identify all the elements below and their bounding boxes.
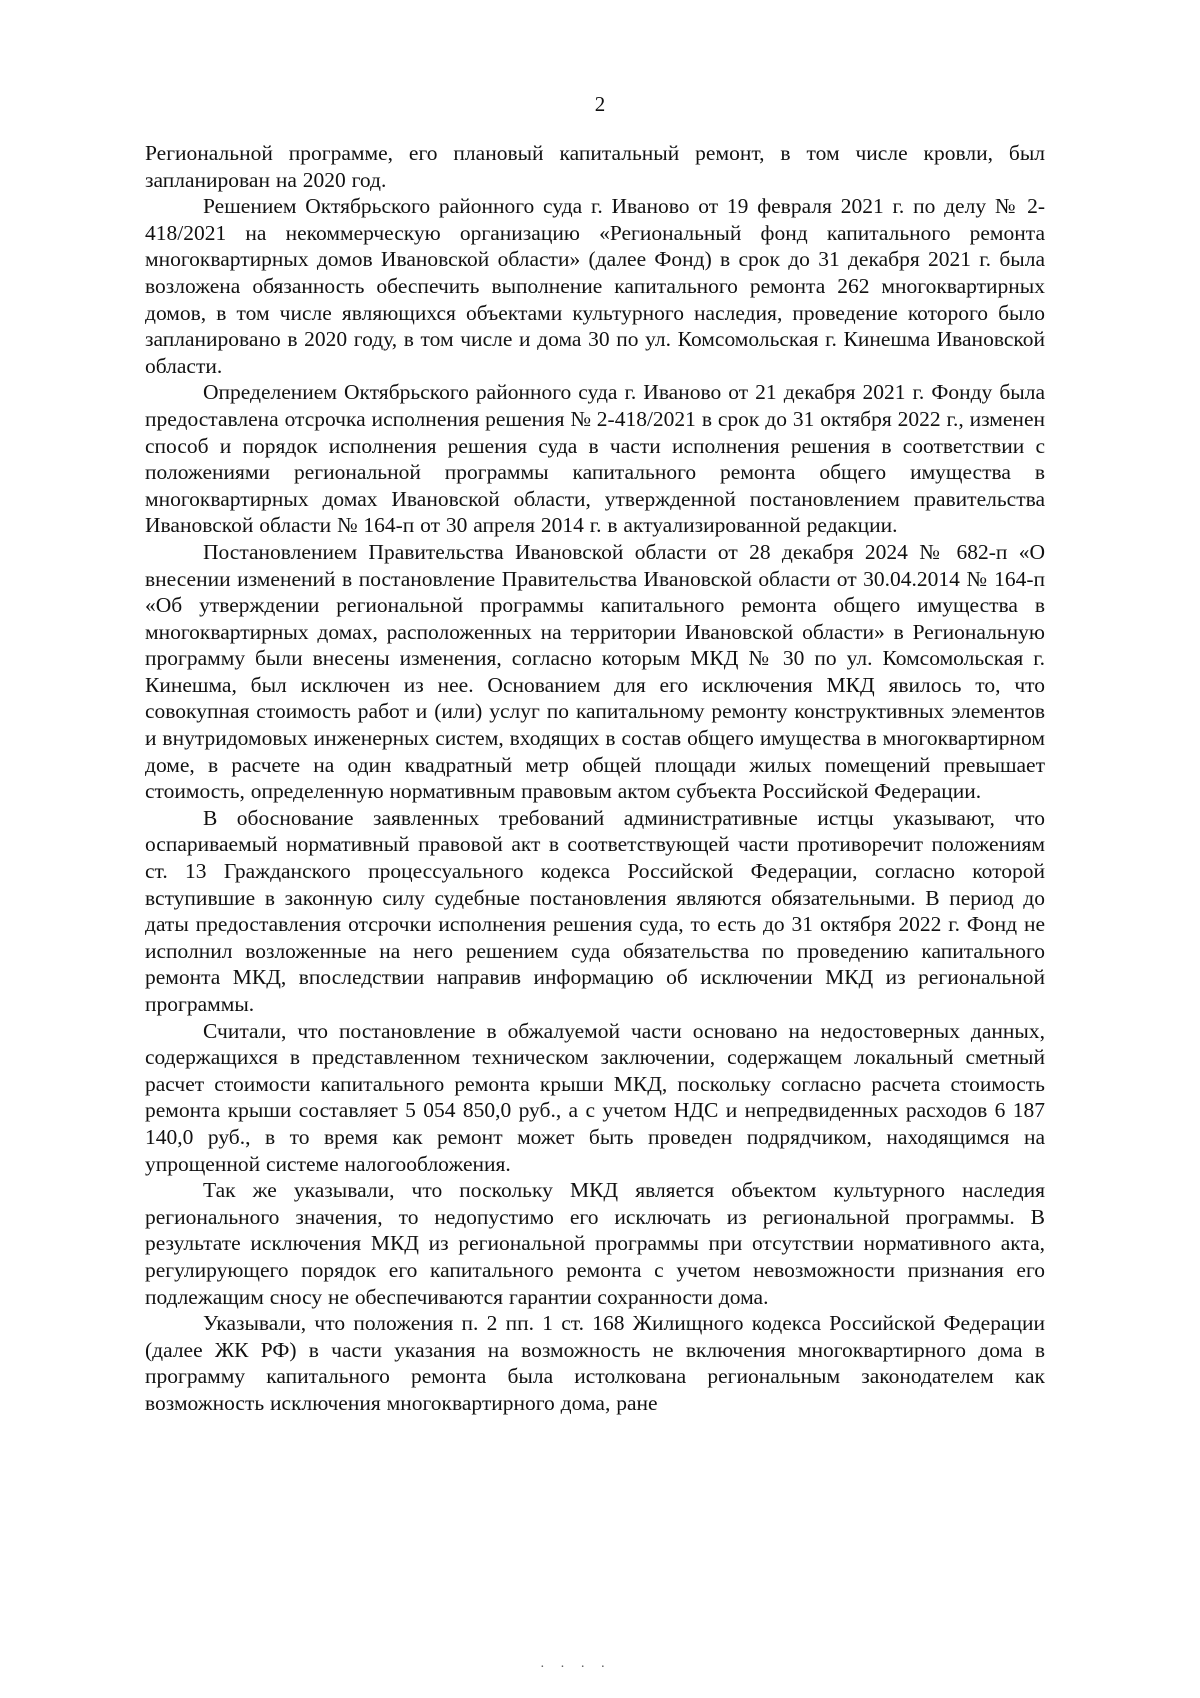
body-text	[145, 140, 1045, 1417]
paragraph-1: Региональной программе, его плановый капитальный ремонт, в том числе кровли, был запланирован на 2020 год.	[145, 141, 1045, 192]
paragraph-4: Постановлением Правительства Ивановской области от 28 декабря 2024 № 682-п «О внесении изменений в постановление Правительства Ивановской области от 30.04.2014 № 164-п «Об утверждении региональной программы капитального ремонта общего имущества в многоквартирных домах, расположенных на территории Ивановской области» в Региональную программу были внесены изменения, согласно которым МКД № 30 по ул. Комсомольская г. Кинешма, был исключен из нее. Основанием для его исключения МКД явилось то, что совокупная стоимость работ и (или) услуг по капитальному ремонту конструктивных элементов и внутридомовых инженерных систем, входящих в состав общего имущества в многоквартирном доме, в расчете на один квадратный метр общей площади жилых помещений превышает стоимость, определенную нормативным правовым актом субъекта Российской Федерации.	[145, 539, 1045, 804]
paragraph-2: Решением Октябрьского районного суда г. Иваново от 19 февраля 2021 г. по делу № 2-418/2021 на некоммерческую организацию «Региональный фонд капитального ремонта многоквартирных домов Ивановской области» (далее Фонд) в срок до 31 декабря 2021 г. была возложена обязанность обеспечить выполнение капитального ремонта 262 многоквартирных домов, в том числе являющихся объектами культурного наследия, проведение которого было запланировано в 2020 году, в том числе и дома 30 по ул. Комсомольская г. Кинешма Ивановской области.	[145, 194, 1045, 378]
paragraph-5: В обоснование заявленных требований административные истцы указывают, что оспариваемый нормативный правовой акт в соответствующей части противоречит положениям ст. 13 Гражданского процессуального кодекса Российской Федерации, согласно которой вступившие в законную силу судебные постановления являются обязательными. В период до даты предоставления отсрочки исполнения решения суда, то есть до 31 октября 2022 г. Фонд не исполнил возложенные на него решением суда обязательства по проведению капитального ремонта МКД, впоследствии направив информацию об исключении МКД из региональной программы.	[145, 805, 1045, 1016]
page-number: 2	[594, 92, 606, 116]
scan-marks: · · · ·	[540, 1660, 612, 1675]
paragraph-3: Определением Октябрьского районного суда г. Иваново от 21 декабря 2021 г. Фонду была предоставлена отсрочка исполнения решения № 2-418/2021 в срок до 31 октября 2022 г., изменен способ и порядок исполнения решения суда в части исполнения решения в соответствии с положениями региональной программы капитального ремонта общего имущества в многоквартирных домах Ивановской области, утвержденной постановлением правительства Ивановской области № 164-п от 30 апреля 2014 г. в актуализированной редакции.	[145, 380, 1045, 538]
paragraph-6: Считали, что постановление в обжалуемой части основано на недостоверных данных, содержащихся в представленном техническом заключении, содержащем локальный сметный расчет стоимости капитального ремонта крыши МКД, поскольку согласно расчета стоимость ремонта крыши составляет 5 054 850,0 руб., а с учетом НДС и непредвиденных расходов 6 187 140,0 руб., в то время как ремонт может быть проведен подрядчиком, находящимся на упрощенной системе налогообложения.	[145, 1018, 1045, 1176]
paragraph-7: Так же указывали, что поскольку МКД является объектом культурного наследия регионального значения, то недопустимо его исключать из региональной программы. В результате исключения МКД из региональной программы при отсутствии нормативного акта, регулирующего порядок его капитального ремонта с учетом невозможности признания его подлежащим сносу не обеспечиваются гарантии сохранности дома.	[145, 1178, 1045, 1309]
paragraph-8: Указывали, что положения п. 2 пп. 1 ст. 168 Жилищного кодекса Российской Федерации (далее ЖК РФ) в части указания на возможность не включения многоквартирного дома в программу капитального ремонта была истолкована региональным законодателем как возможность исключения многоквартирного дома, ране	[145, 1311, 1045, 1415]
